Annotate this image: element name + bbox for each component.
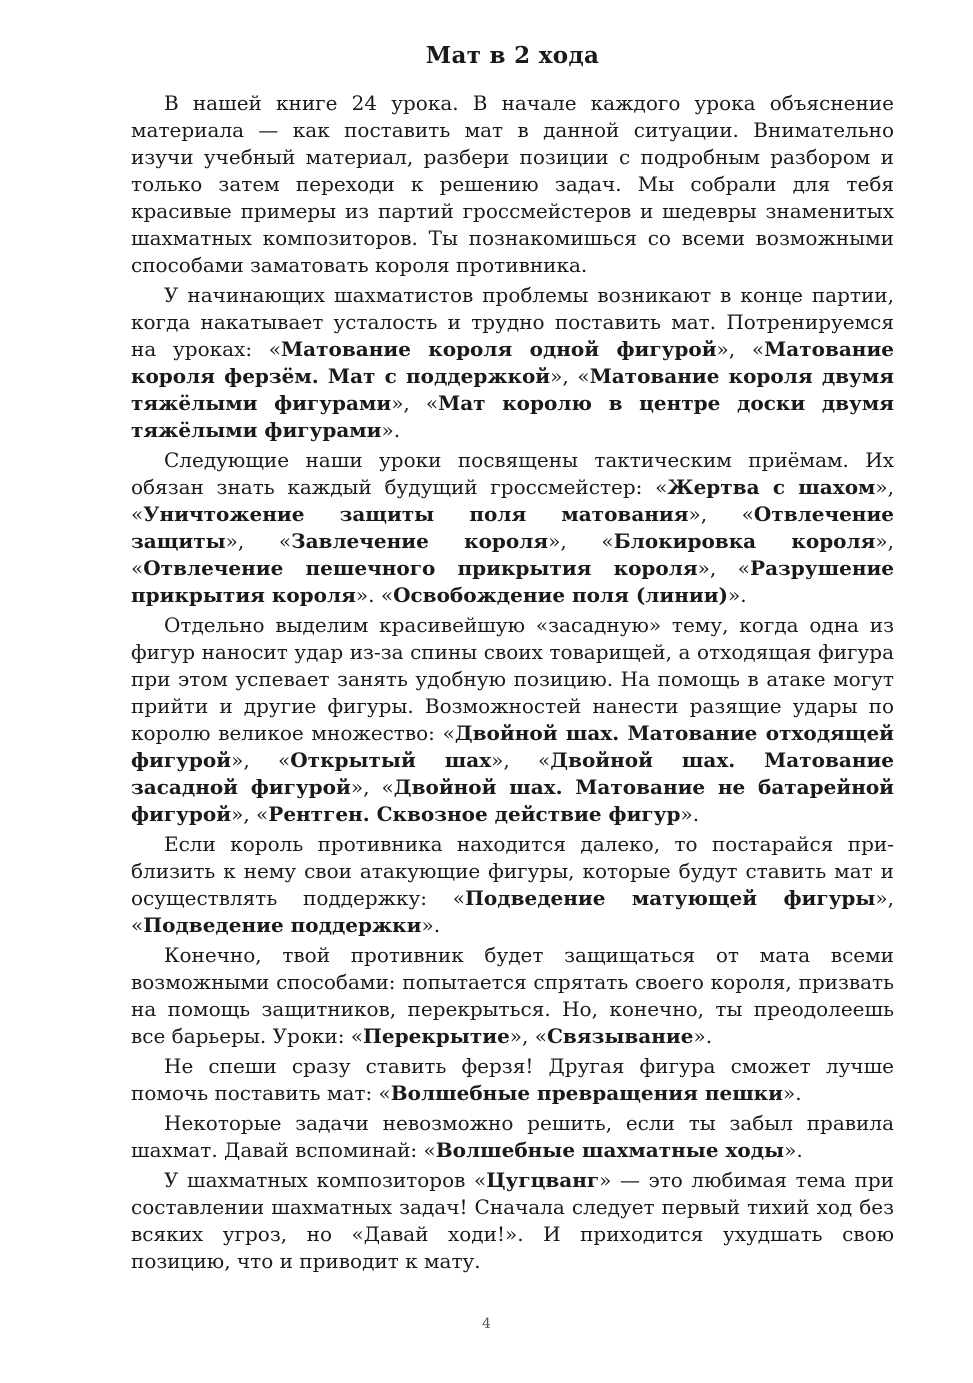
lesson-title: Перекрытие (363, 1024, 510, 1048)
paragraph-text: ». (784, 1138, 803, 1162)
paragraph-text: », « (548, 529, 614, 553)
lesson-title: Связывание (546, 1024, 694, 1048)
paragraph-text: ». (680, 802, 700, 826)
paragraph-text: », « (716, 337, 765, 361)
lesson-title: Волшебные шахматные ходы (435, 1138, 785, 1162)
lesson-title: Матование короля ферзём. Мат с поддержкой (131, 337, 895, 388)
lesson-title: Цугцванг (486, 1168, 600, 1192)
paragraph (131, 1053, 894, 1107)
paragraph-text: Следующие наши уроки посвящены тактическим приёмам. Их обязан знать каждый будущий гроссмейстер: « (131, 448, 894, 499)
lesson-title: Открытый шах (290, 748, 492, 772)
paragraph-text: », « (509, 1024, 547, 1048)
lesson-title: Подведение матующей фигуры (465, 886, 876, 910)
lesson-title: Волшебные превращения пешки (390, 1081, 783, 1105)
paragraph-text: », « (697, 556, 751, 580)
lesson-title: Двойной шах. Матование не батарейной фигурой (131, 775, 894, 826)
paragraph (131, 831, 894, 939)
paragraph-text: У начинающих шахматистов проблемы возникают в конце партии, когда накатывает усталость и трудно поставить мат. Потренируемся на уроках: « (131, 283, 894, 361)
lesson-title: Уничтожение защиты поля матования (143, 502, 689, 526)
paragraph-text: », « (350, 775, 394, 799)
paragraph (131, 282, 894, 444)
paragraph (131, 942, 894, 1050)
paragraph-text: ». (381, 418, 401, 442)
paragraph-text: » — это любимая тема при составлении шахматных задач! Сначала следует первый тихий ход без всяких угроз, но «Давай ходи!». И приходится ухудшать свою позицию, что и приводит к мату. (131, 1168, 895, 1273)
paragraph-text: », « (131, 475, 894, 526)
paragraph-text: Не спеши сразу ставить ферзя! Другая фигура сможет лучше помочь поставить мат: « (131, 1054, 894, 1105)
paragraph-text: », « (231, 748, 291, 772)
paragraph-text: В нашей книге 24 урока. В начале каждого урока объяснение материала — как поставить мат в данной ситуации. Внимательно изучи учебный материал, разбери позиции с подробным разбором и только затем переходи к решению задач. Мы собрали для тебя красивые примеры из партий гроссмейстеров и шедевры знаменитых шахматных композиторов. Ты познакомишься со всеми возможными способами заматовать короля противника. (131, 91, 894, 277)
paragraph-text: Некоторые задачи невозможно решить, если ты забыл правила шахмат. Давай вспоминай: « (131, 1111, 894, 1162)
lesson-title: Подведение поддержки (143, 913, 422, 937)
lesson-title: Двойной шах. Матование засадной фигурой (131, 748, 895, 799)
paragraph-text: ». « (355, 583, 394, 607)
paragraph-text: Конечно, твой противник будет защищаться от мата всеми возможными способами: попытается спрятать своего короля, призвать на помощь защитников, перекрыться. Но, конечно, ты преодолеешь все барьеры. Уроки: « (131, 943, 894, 1048)
paragraph-text: », « (131, 529, 894, 580)
page-number: 4 (482, 1316, 491, 1332)
lesson-title: Отвлечение защиты (131, 502, 895, 553)
lesson-title: Рентген. Сквозное действие фигур (268, 802, 681, 826)
paragraph (131, 1167, 894, 1275)
paragraph-text: », « (225, 529, 292, 553)
paragraph-text: », « (491, 748, 551, 772)
lesson-title: Матование короля двумя тяжёлыми фигурами (131, 364, 895, 415)
paragraph-text: », « (131, 886, 894, 937)
page-body (131, 38, 894, 1278)
lesson-title: Жертва с шахом (667, 475, 876, 499)
lesson-title: Мат королю в центре доски двумя тяжёлыми фигурами (131, 391, 894, 442)
lesson-title: Отвлечение пешечного прикрытия короля (143, 556, 698, 580)
paragraph (131, 90, 894, 279)
paragraph-text: ». (728, 583, 747, 607)
paragraph-text: », « (688, 502, 754, 526)
paragraph (131, 612, 894, 828)
paragraph-text: », « (550, 364, 590, 388)
page-title: Мат в 2 хода (425, 42, 600, 69)
paragraph-text: ». (421, 913, 441, 937)
paragraph-text: У шахматных композиторов « (164, 1168, 487, 1192)
paragraph-text: ». (693, 1024, 713, 1048)
lesson-title: Блокировка короля (613, 529, 876, 553)
lesson-title: Завлечение короля (291, 529, 549, 553)
paragraph-text: Если король противника находится далеко, то постарайся приблизить к нему свои атакующие фигуры, которые будут ставить мат и осуществлять поддержку: « (131, 832, 894, 910)
lesson-title: Матование короля одной фигурой (281, 337, 717, 361)
paragraph-text: », « (231, 802, 269, 826)
paragraph-text: Отдельно выделим красивейшую «засадную» тему, когда одна из фигур наносит удар из-за спины своих товарищей, а отходящая фигура при этом успевает занять удобную позицию. На помощь в атаке могут прийти и другие фигуры. Возможностей нанести разящие удары по королю великое множество: « (131, 613, 894, 745)
paragraph (131, 1110, 894, 1164)
lesson-title: Двойной шах. Матование отходящей фигурой (131, 721, 895, 772)
lesson-title: Освобождение поля (линии) (393, 583, 728, 607)
paragraph (131, 447, 894, 609)
paragraph-text: », « (391, 391, 439, 415)
paragraph-text: ». (782, 1081, 802, 1105)
lesson-title: Разрушение прикрытия короля (131, 556, 895, 607)
paragraph-list (131, 90, 894, 1275)
